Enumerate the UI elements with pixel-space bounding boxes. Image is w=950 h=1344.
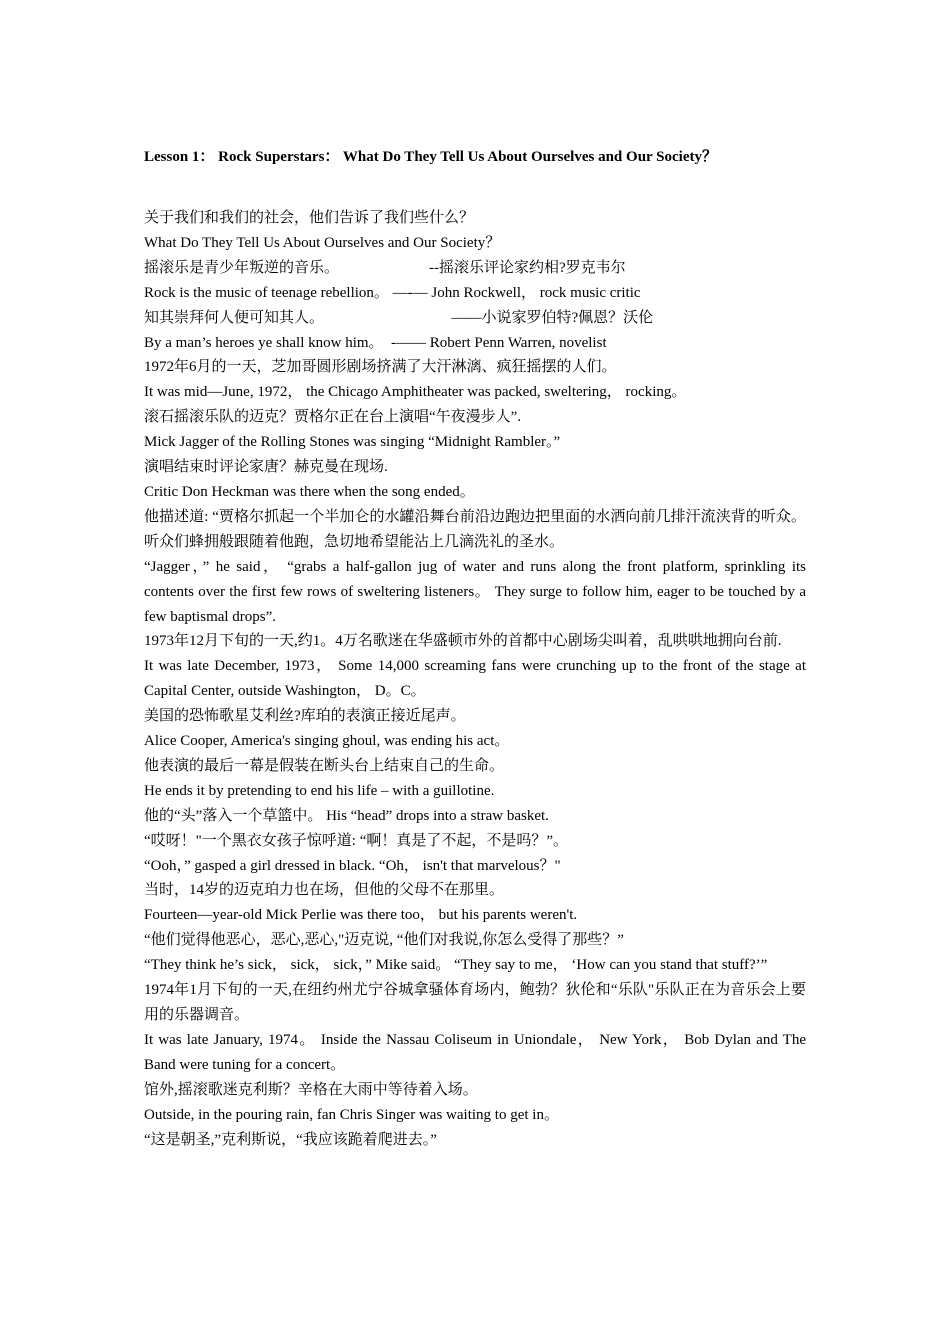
- text-line: “哎呀！"一个黑衣女孩子惊呼道: “啊！真是了不起，不是吗？”。: [144, 832, 569, 849]
- text-paragraph: 1974年1月下旬的一天,在纽约州尤宁谷城拿骚体育场内，鲍勃？狄伦和“乐队"乐队正在为音乐会上要用的乐器调音。: [144, 982, 806, 1023]
- text-line: Alice Cooper, America's singing ghoul, was ending his act。: [144, 733, 510, 750]
- text-line: Outside, in the pouring rain, fan Chris Singer was waiting to get in。: [144, 1106, 559, 1123]
- text-line: 摇滚乐是青少年叛逆的音乐。 --摇滚乐评论家约相?罗克韦尔: [144, 259, 626, 276]
- text-line: He ends it by pretending to end his life – with a guillotine.: [144, 782, 495, 799]
- text-paragraph: It was late January, 1974。 Inside the Nassau Coliseum in Uniondale， New York， Bob Dylan and The Band were tuning for a concert。: [144, 1031, 806, 1073]
- text-line: 馆外,摇滚歌迷克利斯？辛格在大雨中等待着入场。: [144, 1081, 478, 1098]
- text-line: Critic Don Heckman was there when the song ended。: [144, 483, 475, 500]
- text-paragraph: “Jagger，” he said， “grabs a half-gallon jug of water and runs along the front platform, sprinkling its contents over the first few rows of sweltering listeners。 They surge to follow him, eager to be touched by a few baptismal drops”.: [144, 558, 806, 625]
- text-paragraph: “They think he’s sick， sick， sick，” Mike said。 “They say to me， ‘How can you stand that stuff?’”: [144, 957, 768, 974]
- text-line: It was mid—June, 1972， the Chicago Amphitheater was packed, sweltering， rocking。: [144, 384, 687, 401]
- text-line: Mick Jagger of the Rolling Stones was singing “Midnight Rambler。”: [144, 434, 561, 451]
- text-line: 当时，14岁的迈克珀力也在场，但他的父母不在那里。: [144, 882, 505, 899]
- text-line: 滚石摇滚乐队的迈克？贾格尔正在台上演唱“午夜漫步人”.: [144, 409, 522, 426]
- document-page: [144, 146, 806, 1152]
- text-line: “这是朝圣,”克利斯说，“我应该跪着爬进去。”: [144, 1131, 437, 1148]
- text-line: “他们觉得他恶心，恶心,恶心,"迈克说, “他们对我说,你怎么受得了那些？”: [144, 932, 624, 949]
- text-paragraph: 他描述道: “贾格尔抓起一个半加仑的水罐沿舞台前沿边跑边把里面的水洒向前几排汗流浃背的听众。听众们蜂拥般跟随着他跑，急切地希望能沾上几滴洗礼的圣水。: [144, 508, 806, 550]
- text-paragraph: 1973年12月下旬的一天,约1。4万名歌迷在华盛顿市外的首都中心剧场尖叫着，乱哄哄地拥向台前.: [144, 633, 782, 650]
- text-line: 美国的恐怖歌星艾利丝?库珀的表演正接近尾声。: [144, 708, 466, 725]
- text-line: 关于我们和我们的社会，他们告诉了我们些什么？: [144, 210, 475, 226]
- text-line: 知其崇拜何人便可知其人。 ——小说家罗伯特?佩恩？沃伦: [144, 309, 654, 326]
- text-line: 他的“头”落入一个草篮中。 His “head” drops into a straw basket.: [144, 807, 549, 824]
- text-line: By a man’s heroes ye shall know him。 -—— Robert Penn Warren, novelist: [144, 334, 607, 351]
- text-line: Rock is the music of teenage rebellion。 —-— John Rockwell， rock music critic: [144, 284, 641, 301]
- text-line: What Do They Tell Us About Ourselves and Our Society？: [144, 234, 501, 251]
- text-paragraph: It was late December, 1973， Some 14,000 screaming fans were crunching up to the front of the stage at Capital Center, outside Washington， D。C。: [144, 658, 806, 700]
- text-line: 他表演的最后一幕是假装在断头台上结束自己的生命。: [144, 757, 505, 774]
- text-line: “Ooh，” gasped a girl dressed in black. “Oh， isn't that marvelous？": [144, 857, 561, 874]
- text-line: Fourteen—year-old Mick Perlie was there too， but his parents weren't.: [144, 907, 578, 924]
- lesson-title: Lesson 1： Rock Superstars： What Do They Tell Us About Ourselves and Our Society？: [144, 149, 717, 165]
- text-line: 1972年6月的一天，芝加哥圆形剧场挤满了大汗淋漓、疯狂摇摆的人们。: [144, 359, 617, 376]
- text-line: 演唱结束时评论家唐？赫克曼在现场.: [144, 459, 388, 476]
